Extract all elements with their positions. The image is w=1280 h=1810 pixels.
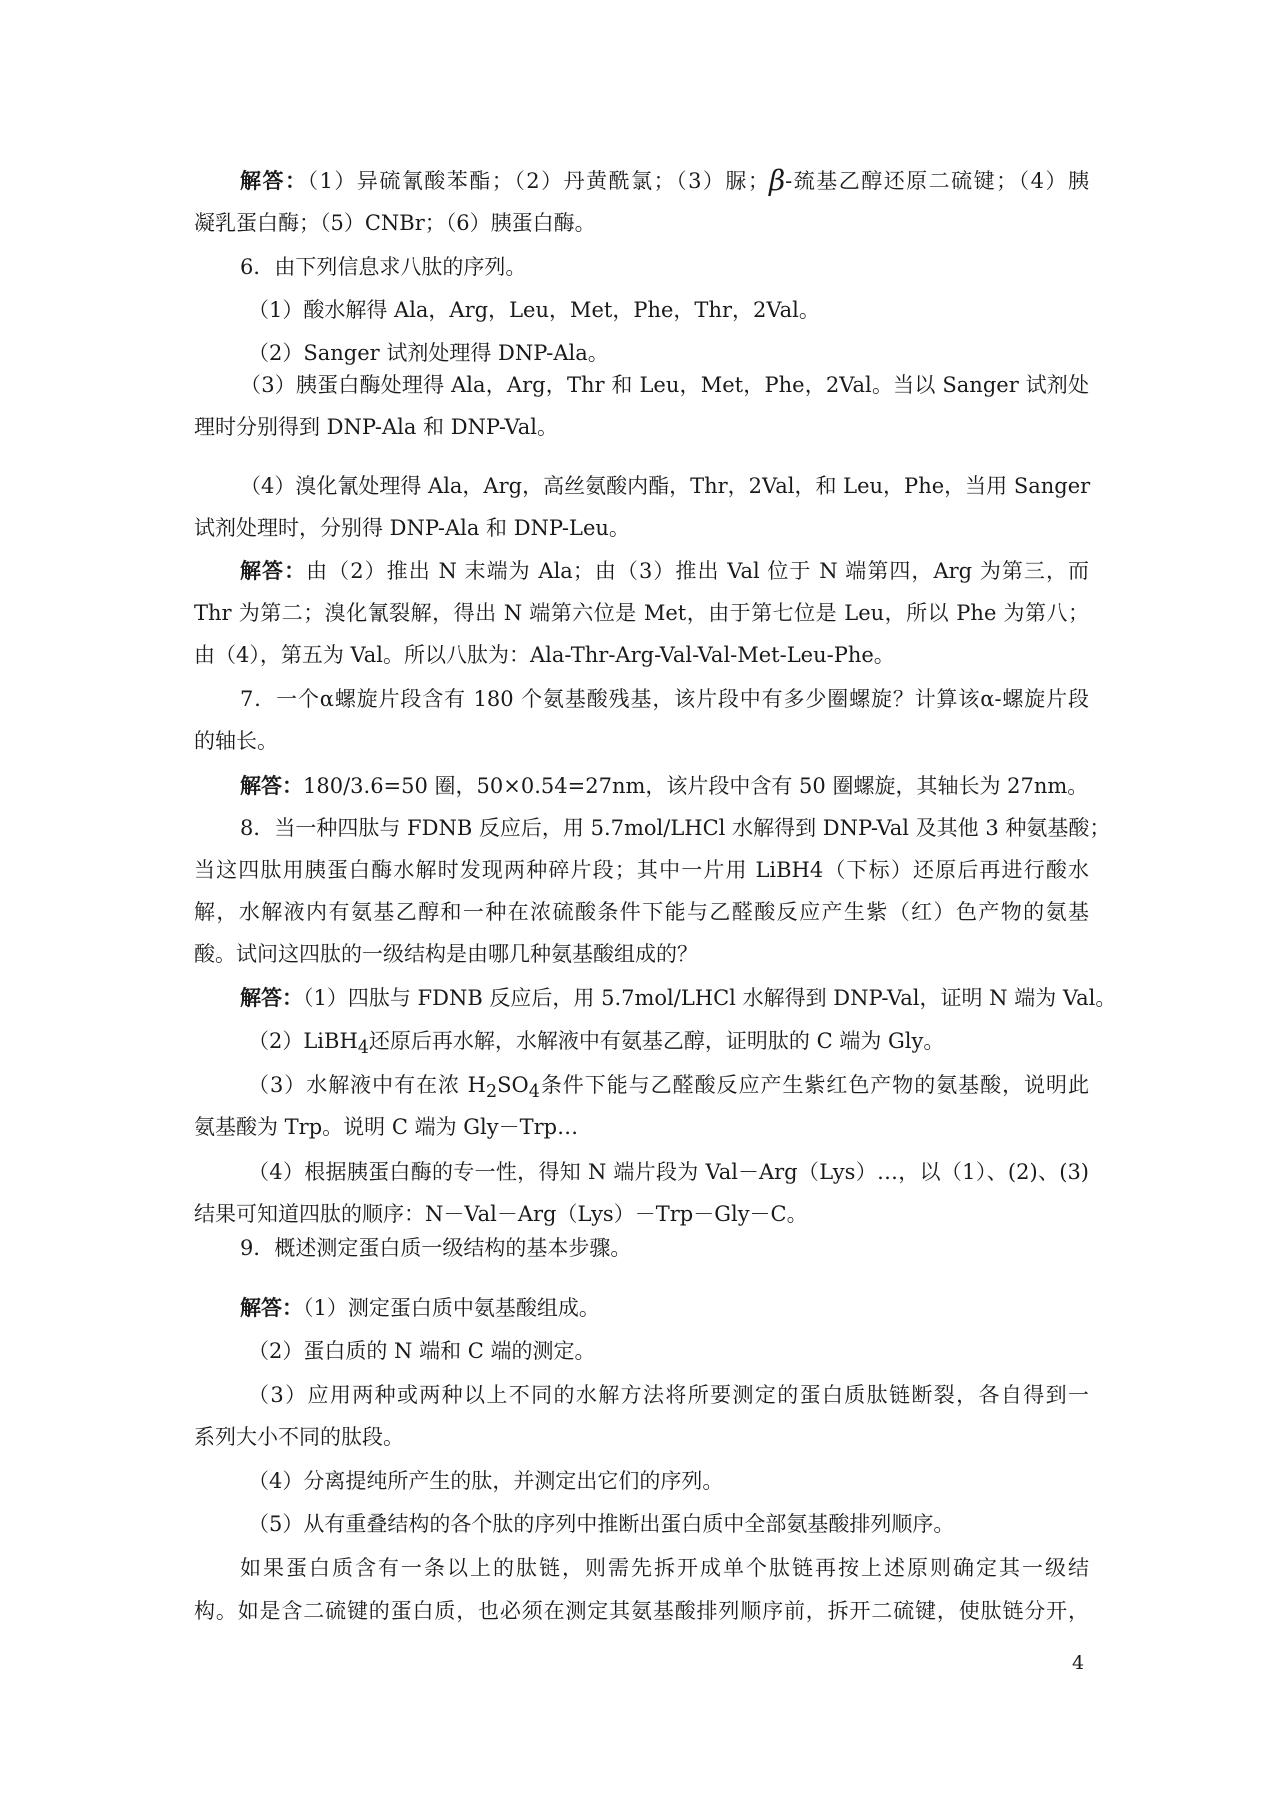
answer-9-line-8: 构。如是含二硫键的蛋白质，也必须在测定其氨基酸排列顺序前，拆开二硫键，使肽链分开， (194, 1599, 1089, 1623)
q6-item-2: （2）Sanger 试剂处理得 DNP-Ala。 (248, 341, 609, 365)
q6-item-3-line-1: （3）胰蛋白酶处理得 Ala，Arg，Thr 和 Leu，Met，Phe，2Val。当以 Sanger 试剂处 (240, 373, 1089, 397)
text: （1）异硫氰酸苯酯；（2）丹黄酰氯；（3）脲； (307, 169, 769, 193)
question-9-heading: 9．概述测定蛋白质一级结构的基本步骤。 (240, 1236, 632, 1260)
text: （1）四肽与 FDNB 反应后，用 5.7mol/LHCl 水解得到 DNP-Val，证明 N 端为 Val。 (303, 986, 1117, 1010)
answer-7 (240, 771, 1089, 801)
question-7-line-1: 7．一个α螺旋片段含有 180 个氨基酸残基，该片段中有多少圈螺旋？计算该α-螺旋片段 (240, 687, 1089, 711)
text: 180/3.6=50 圈，50×0.54=27nm，该片段中含有 50 圈螺旋，其轴长为 27nm。 (303, 774, 1089, 798)
text: SO (497, 1073, 529, 1097)
q6-item-4-line-1: （4）溴化氰处理得 Ala，Arg，高丝氨酸内酯，Thr，2Val，和 Leu，Phe，当用 Sanger (240, 474, 1091, 498)
answer-9-line-3: （3）应用两种或两种以上不同的水解方法将所要测定的蛋白质肽链断裂，各自得到一 (248, 1383, 1089, 1407)
page-number: 4 (1072, 1652, 1085, 1674)
text: （2）LiBH (248, 1029, 358, 1053)
answer-9-line-5: （4）分离提纯所产生的肽，并测定出它们的序列。 (248, 1469, 724, 1493)
answer-5-line-2: 凝乳蛋白酶；（5）CNBr；（6）胰蛋白酶。 (194, 211, 596, 235)
subscript: 2 (485, 1082, 498, 1103)
text: 由（2）推出 N 末端为 Ala；由（3）推出 Val 位于 N 端第四，Arg 为第三，而 (306, 559, 1089, 583)
answer-8-line-2 (248, 1026, 1089, 1063)
answer-label: 解答： (240, 773, 303, 798)
answer-6-line-2: Thr 为第二；溴化氰裂解，得出 N 端第六位是 Met，由于第七位是 Leu，所以 Phe 为第八； (194, 601, 1089, 625)
answer-8-line-5: （4）根据胰蛋白酶的专一性，得知 N 端片段为 Val－Arg（Lys）…，以（1）、(2)、(3) (248, 1160, 1089, 1184)
answer-5-line-1 (240, 166, 1089, 196)
answer-8-line-4: 氨基酸为 Trp。说明 C 端为 Gly－Trp… (194, 1115, 579, 1139)
answer-8-line-6: 结果可知道四肽的顺序：N－Val－Arg（Lys）－Trp－Gly－C。 (194, 1202, 808, 1226)
answer-label: 解答： (240, 168, 308, 193)
answer-label: 解答： (240, 985, 303, 1010)
subscript: 4 (528, 1082, 540, 1103)
text: 条件下能与乙醛酸反应产生紫红色产物的氨基酸，说明此 (539, 1073, 1089, 1097)
text: （1）测定蛋白质中氨基酸组成。 (303, 1296, 600, 1320)
answer-9-line-1 (240, 1293, 1089, 1323)
question-8-line-4: 酸。试问这四肽的一级结构是由哪几种氨基酸组成的？ (194, 942, 698, 966)
q6-item-4-line-2: 试剂处理时，分别得 DNP-Ala 和 DNP-Leu。 (194, 516, 630, 540)
subscript: 4 (357, 1038, 369, 1059)
answer-8-line-1 (240, 983, 1117, 1013)
answer-9-line-7: 如果蛋白质含有一条以上的肽链，则需先拆开成单个肽链再按上述原则确定其一级结 (240, 1556, 1089, 1580)
question-8-line-3: 解，水解液内有氨基乙醇和一种在浓硫酸条件下能与乙醛酸反应产生紫（红）色产物的氨基 (194, 900, 1089, 924)
answer-9-line-2: （2）蛋白质的 N 端和 C 端的测定。 (248, 1339, 596, 1363)
answer-8-line-3 (248, 1070, 1089, 1107)
question-6-heading: 6．由下列信息求八肽的序列。 (240, 255, 527, 279)
q6-item-3-line-2: 理时分别得到 DNP-Ala 和 DNP-Val。 (194, 415, 558, 439)
answer-label: 解答： (240, 558, 307, 583)
answer-6-line-1 (240, 556, 1089, 586)
question-8-line-1: 8．当一种四肽与 FDNB 反应后，用 5.7mol/LHCl 水解得到 DNP-Val 及其他 3 种氨基酸； (240, 816, 1111, 840)
answer-9-line-6: （5）从有重叠结构的各个肽的序列中推断出蛋白质中全部氨基酸排列顺序。 (248, 1512, 955, 1536)
answer-9-line-4: 系列大小不同的肽段。 (194, 1425, 404, 1449)
text: -巯基乙醇还原二硫键；（4）胰 (785, 169, 1089, 193)
answer-label: 解答： (240, 1295, 303, 1320)
beta-symbol: β (768, 164, 786, 197)
q6-item-1: （1）酸水解得 Ala，Arg，Leu，Met，Phe，Thr，2Val。 (248, 298, 820, 322)
question-7-line-2: 的轴长。 (194, 729, 278, 753)
text: （3）水解液中有在浓 H (248, 1073, 486, 1097)
question-8-line-2: 当这四肽用胰蛋白酶水解时发现两种碎片段；其中一片用 LiBH4（下标）还原后再进行酸水 (194, 858, 1089, 882)
text: 还原后再水解，水解液中有氨基乙醇，证明肽的 C 端为 Gly。 (368, 1029, 945, 1053)
answer-6-line-3: 由（4），第五为 Val。所以八肽为：Ala-Thr-Arg-Val-Val-Met-Leu-Phe。 (194, 643, 895, 667)
